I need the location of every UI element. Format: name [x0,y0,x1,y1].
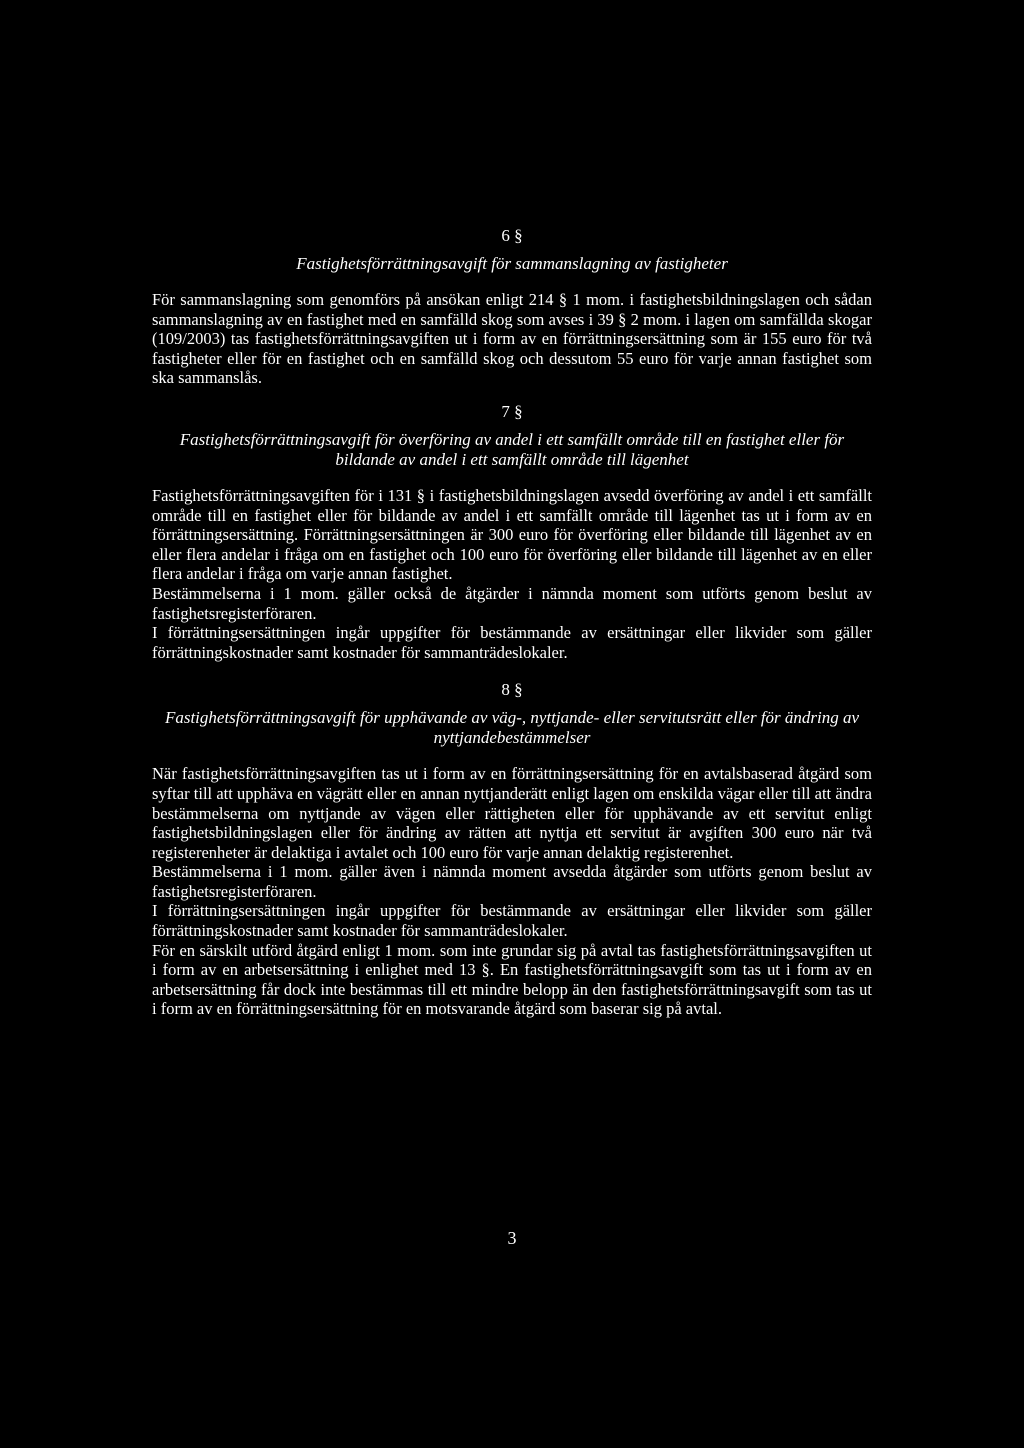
paragraph: När fastighetsförrättningsavgiften tas ut i form av en förrättningsersättning för en avtalsbaserad åtgärd som syftar till att upphäva en vägrätt eller en annan nyttjanderätt enligt lagen om enskilda vägar eller till att ändra bestämmelserna om nyttjande av vägen eller rättigheten eller för upphävande av ett servitut enligt fastighetsbildningslagen eller för ändring av rätten att nyttja ett servitut är avgiften 300 euro när två registerenheter är delaktiga i avtalet och 100 euro för varje annan delaktig registerenhet. [152,764,872,862]
section-title: Fastighetsförrättningsavgift för upphävande av väg-, nyttjande- eller servitutsrätt eller för ändring av nyttjandebestämmelser [164,708,860,748]
section-8 [152,680,872,1019]
paragraph: Fastighetsförrättningsavgiften för i 131 § i fastighetsbildningslagen avsedd överföring av andel i ett samfällt område till en fastighet eller för bildande av andel i ett samfällt område till lägenhet tas ut i form av en förrättningsersättning. Förrättningsersättningen är 300 euro för överföring eller bildande till lägenhet av en eller flera andelar i fråga om en fastighet och 100 euro för överföring eller bildande till lägenhet av en eller flera andelar i fråga om varje annan fastighet. [152,485,872,584]
paragraph: För en särskilt utförd åtgärd enligt 1 mom. som inte grundar sig på avtal tas fastighetsförrättningsavgiften ut i form av en arbetsersättning i enlighet med 13 §. En fastighetsförrättningsavgift som tas ut i form av en arbetsersättning får dock inte bestämmas till ett mindre belopp än den fastighetsförrättningsavgift som tas ut i form av en förrättningsersättning för en motsvarande åtgärd som baserar sig på avtal. [152,940,872,1019]
page-number: 3 [507,1228,517,1248]
section-number: 6 § [501,226,523,245]
paragraph: Bestämmelserna i 1 mom. gäller också de åtgärder i nämnda moment som utförts genom beslut av fastighetsregisterföraren. [152,583,872,623]
section-title: Fastighetsförrättningsavgift för sammanslagning av fastigheter [296,254,728,273]
section-7 [152,402,872,662]
paragraph: I förrättningsersättningen ingår uppgifter för bestämmande av ersättningar eller likvider som gäller förrättningskostnader samt kostnader för sammanträdeslokaler. [152,901,872,941]
paragraph: I förrättningsersättningen ingår uppgifter för bestämmande av ersättningar eller likvider som gäller förrättningskostnader samt kostnader för sammanträdeslokaler. [152,623,872,662]
document-page [152,226,872,1019]
paragraph: För sammanslagning som genomförs på ansökan enligt 214 § 1 mom. i fastighetsbildningslagen och sådan sammanslagning av en fastighet med en samfälld skog som avses i 39 § 2 mom. i lagen om samfällda skogar (109/2003) tas fastighetsförrättningsavgiften ut i form av en förrättningsersättning som är 155 euro för två fastigheter eller för en fastighet och en samfälld skog och dessutom 55 euro för varje annan fastighet som ska sammanslås. [152,290,872,388]
section-6 [152,226,872,388]
paragraph: Bestämmelserna i 1 mom. gäller även i nämnda moment avsedda åtgärder som utförts genom beslut av fastighetsregisterföraren. [152,862,872,901]
section-number: 7 § [501,401,523,421]
section-number: 8 § [501,680,523,700]
section-title: Fastighetsförrättningsavgift för överföring av andel i ett samfällt område till en fastighet eller för bildande av andel i ett samfällt område till lägenhet [179,429,845,469]
